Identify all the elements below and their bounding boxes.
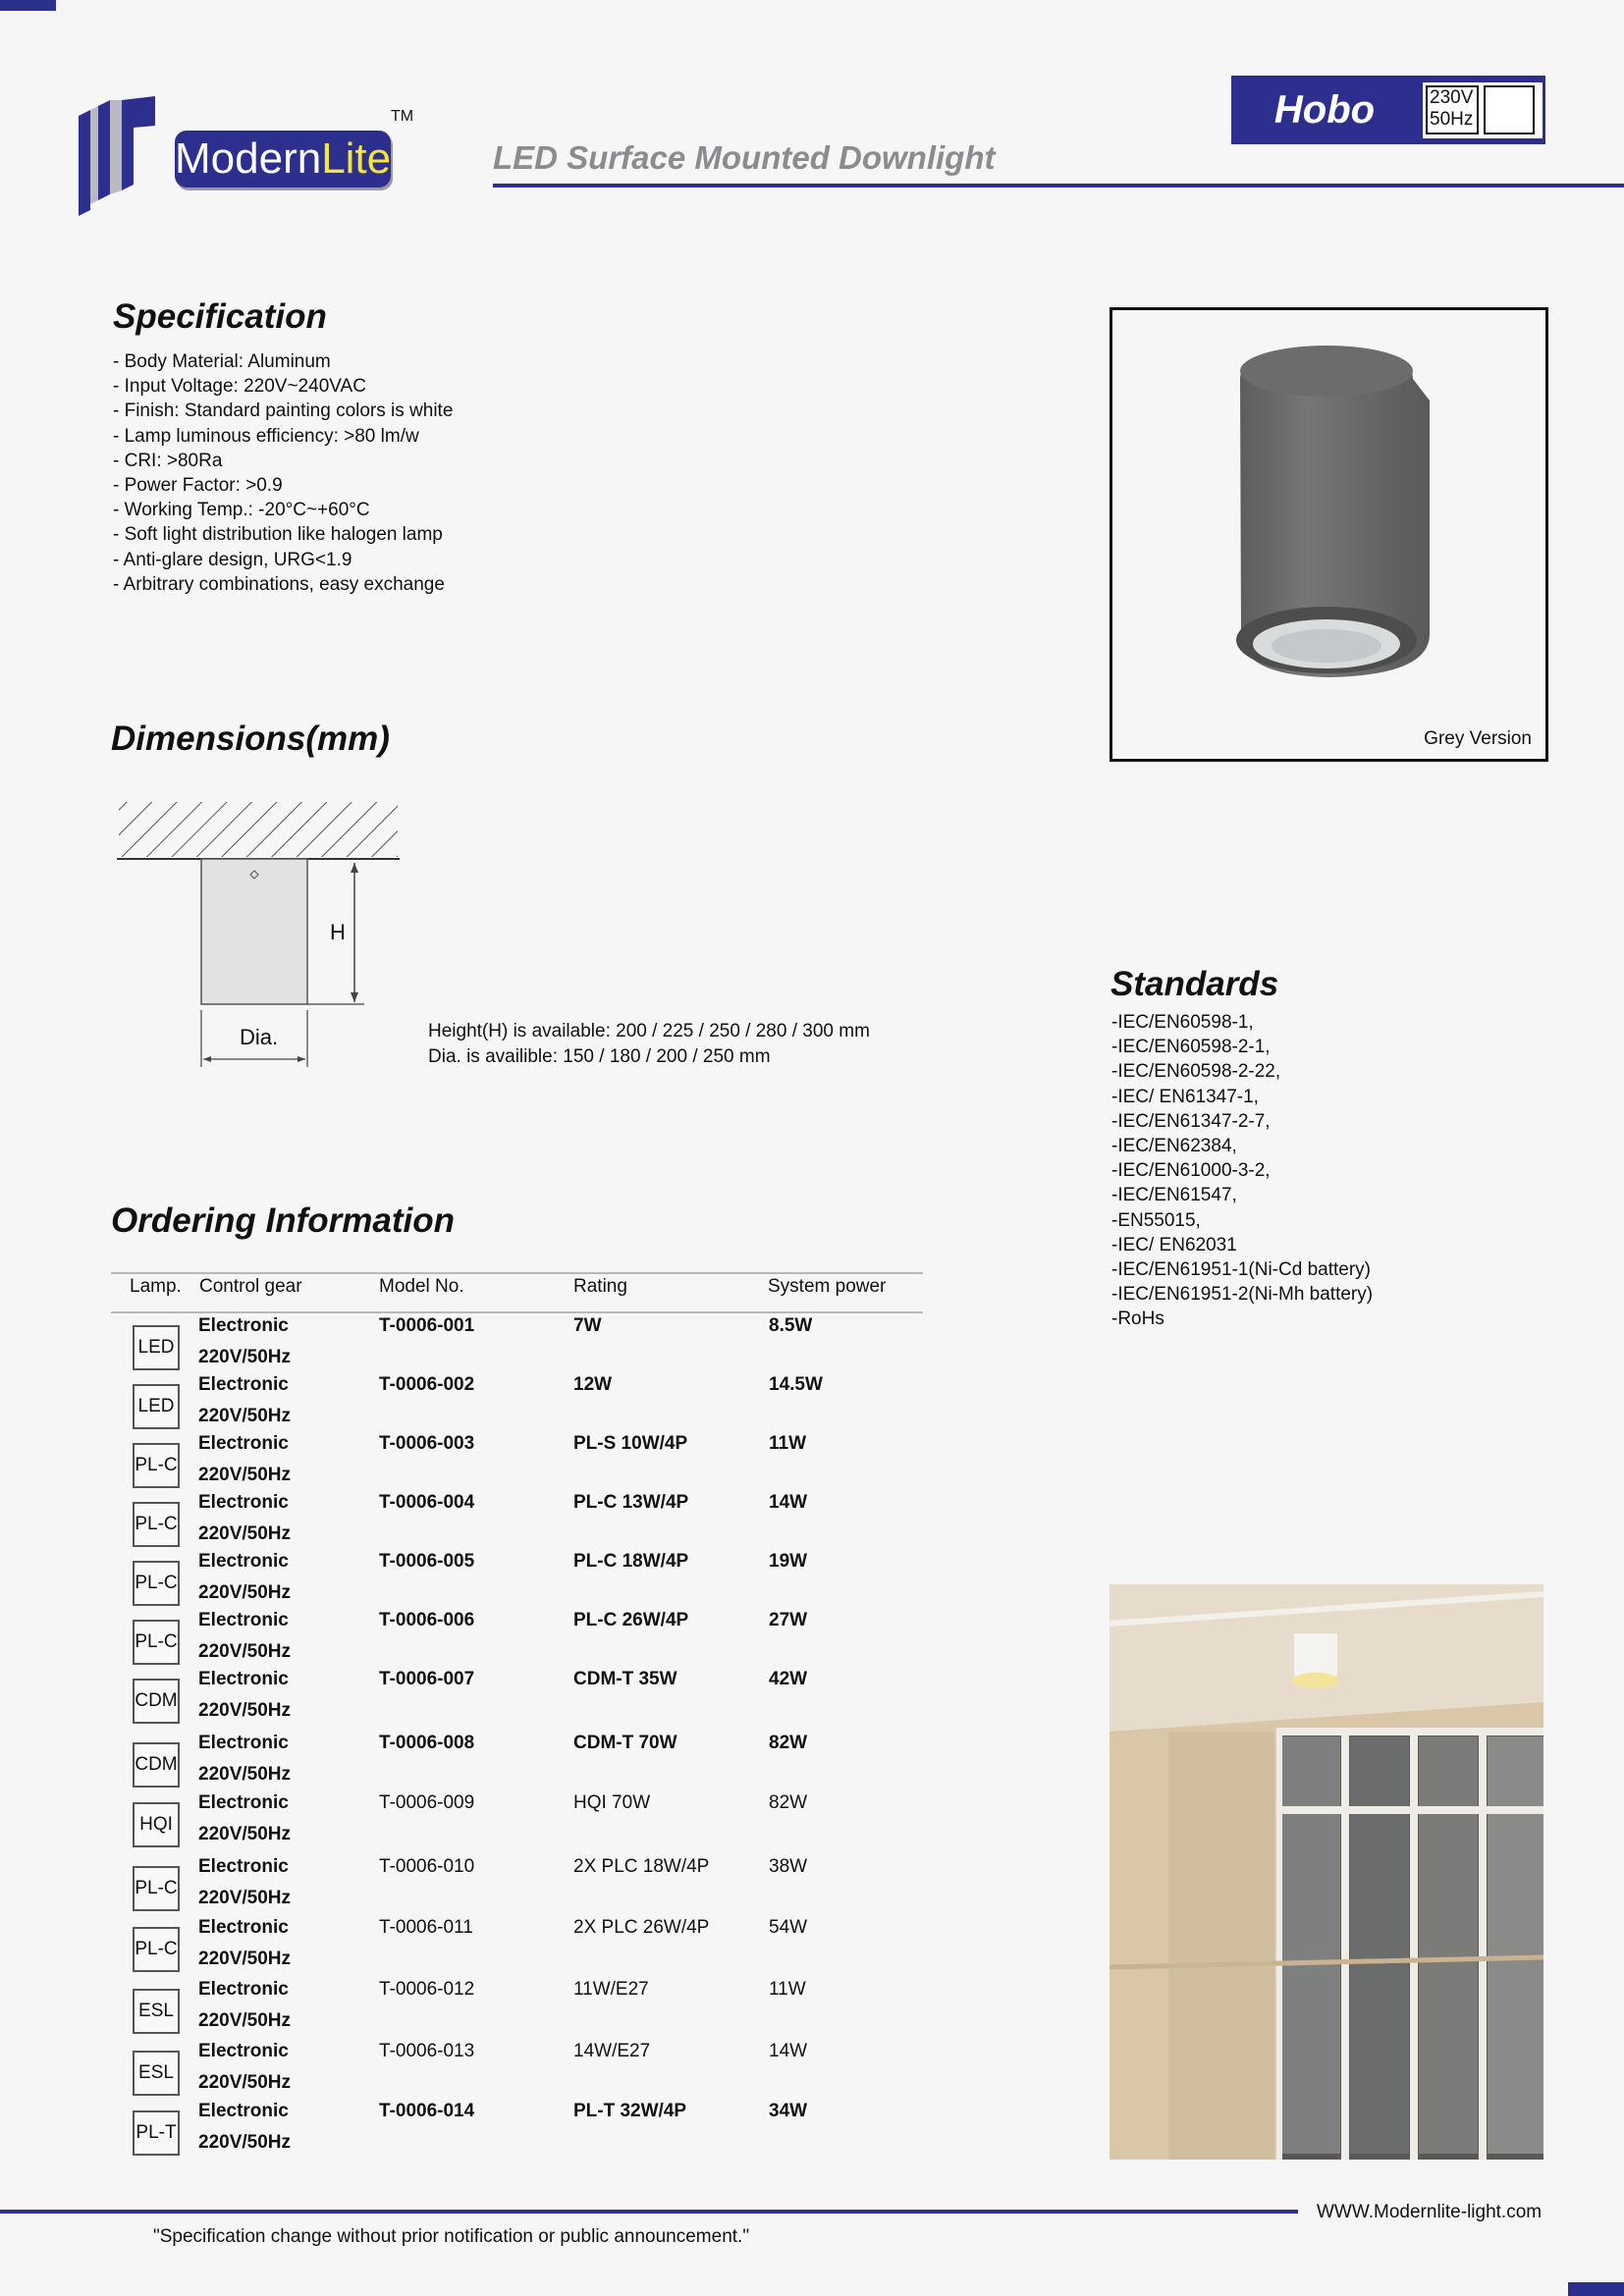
corner-accent-top (0, 0, 56, 11)
model-number: T-0006-010 (379, 1856, 475, 1877)
header-control-gear: Control gear (199, 1276, 302, 1297)
control-gear-voltage: 220V/50Hz (198, 1347, 292, 1367)
control-gear-voltage: 220V/50Hz (198, 1949, 292, 1969)
spec-item: - Soft light distribution like halogen lamp (113, 524, 443, 546)
downlight-product-icon (1112, 310, 1545, 759)
table-row (111, 1733, 923, 1792)
height-available: Height(H) is available: 200 / 225 / 250 / 280 / 300 mm (428, 1021, 870, 1041)
control-gear-type: Electronic (198, 1733, 289, 1753)
control-gear-voltage: 220V/50Hz (198, 1465, 292, 1485)
control-gear-type: Electronic (198, 1374, 289, 1395)
control-gear-type: Electronic (198, 1979, 289, 2000)
control-gear-voltage: 220V/50Hz (198, 1888, 292, 1908)
table-header (111, 1274, 923, 1315)
lamp-type-box: HQI (133, 1802, 180, 1847)
system-power-value: 27W (769, 1610, 808, 1630)
trademark-mark: TM (391, 108, 414, 125)
product-subtitle: LED Surface Mounted Downlight (493, 139, 996, 176)
control-gear-type: Electronic (198, 1792, 289, 1813)
control-gear-voltage: 220V/50Hz (198, 1764, 292, 1785)
control-gear-type: Electronic (198, 1551, 289, 1572)
product-name: Hobo (1273, 88, 1376, 132)
model-number: T-0006-011 (379, 1917, 473, 1938)
standard-item: -IEC/ EN61347-1, (1111, 1086, 1259, 1107)
standard-item: -IEC/ EN62031 (1111, 1234, 1237, 1255)
dia-available: Dia. is availible: 150 / 180 / 200 / 250 mm (428, 1046, 771, 1067)
system-power-value: 82W (769, 1733, 808, 1753)
spec-item: - Anti-glare design, URG<1.9 (113, 549, 352, 570)
standard-item: -IEC/EN60598-2-1, (1111, 1037, 1271, 1058)
rating-value: CDM-T 35W (573, 1669, 677, 1689)
rating-value: PL-C 18W/4P (573, 1551, 689, 1572)
voltage-label: 230V 50Hz (1426, 85, 1479, 134)
lamp-type-box: ESL (133, 1989, 180, 2034)
control-gear-type: Electronic (198, 1669, 289, 1689)
system-power-value: 8.5W (769, 1315, 813, 1336)
rating-value: 2X PLC 18W/4P (573, 1856, 710, 1877)
system-power-value: 34W (769, 2101, 808, 2121)
rating-value: 2X PLC 26W/4P (573, 1917, 710, 1938)
control-gear-voltage: 220V/50Hz (198, 2010, 292, 2031)
control-gear-voltage: 220V/50Hz (198, 1641, 292, 1662)
table-row (111, 1669, 923, 1733)
standard-item: -IEC/EN61000-3-2, (1111, 1160, 1271, 1182)
spec-item: - Input Voltage: 220V~240VAC (113, 376, 366, 398)
photo-caption: Grey Version (1424, 728, 1532, 749)
model-number: T-0006-002 (379, 1374, 475, 1395)
standard-item: -IEC/EN61547, (1111, 1185, 1237, 1206)
control-gear-voltage: 220V/50Hz (198, 2132, 292, 2153)
system-power-value: 11W (769, 1433, 807, 1454)
model-number: T-0006-003 (379, 1433, 475, 1454)
rating-value: PL-C 26W/4P (573, 1610, 689, 1630)
model-number: T-0006-012 (379, 1979, 475, 2000)
rating-value: 14W/E27 (573, 2041, 651, 2061)
footer-divider (0, 2210, 1298, 2214)
spec-item: - Finish: Standard painting colors is white (113, 400, 454, 422)
control-gear-type: Electronic (198, 2041, 289, 2061)
spec-item: - CRI: >80Ra (113, 450, 223, 471)
control-gear-type: Electronic (198, 2101, 289, 2121)
table-row (111, 2101, 923, 2164)
table-row (111, 1979, 923, 2041)
table-row (111, 1856, 923, 1917)
lamp-type-box: ESL (133, 2051, 180, 2096)
table-row (111, 2041, 923, 2101)
control-gear-voltage: 220V/50Hz (198, 1700, 292, 1721)
model-number: T-0006-014 (379, 2101, 475, 2121)
control-gear-voltage: 220V/50Hz (198, 1582, 292, 1603)
system-power-value: 54W (769, 1917, 808, 1938)
table-row (111, 1374, 923, 1433)
website-link[interactable]: WWW.Modernlite-light.com (1317, 2202, 1543, 2222)
control-gear-voltage: 220V/50Hz (198, 1824, 292, 1844)
table-row (111, 1792, 923, 1856)
rating-value: PL-T 32W/4P (573, 2101, 687, 2121)
header-model: Model No. (379, 1276, 464, 1297)
spec-item: - Power Factor: >0.9 (113, 475, 283, 497)
lamp-type-box: CDM (133, 1679, 180, 1724)
header-system-power: System power (768, 1276, 887, 1297)
lamp-type-box: PL-C (133, 1927, 180, 1972)
model-number: T-0006-005 (379, 1551, 475, 1572)
system-power-value: 42W (769, 1669, 808, 1689)
system-power-value: 11W (769, 1979, 806, 2000)
model-number: T-0006-008 (379, 1733, 475, 1753)
model-number: T-0006-001 (379, 1315, 475, 1336)
system-power-value: 14W (769, 2041, 808, 2061)
logo-wordmark: ModernLite (175, 131, 391, 187)
standard-item: -IEC/EN61951-2(Ni-Mh battery) (1111, 1284, 1374, 1306)
rating-value: PL-S 10W/4P (573, 1433, 688, 1454)
table-row (111, 1433, 923, 1492)
system-power-value: 14W (769, 1492, 808, 1513)
control-gear-voltage: 220V/50Hz (198, 2072, 292, 2093)
standard-item: -IEC/EN62384, (1111, 1136, 1237, 1157)
table-row (111, 1917, 923, 1979)
lamp-type-box: PL-C (133, 1502, 180, 1547)
table-body (111, 1313, 923, 2164)
lamp-type-box: PL-C (133, 1620, 180, 1665)
rating-value: 7W (573, 1315, 602, 1336)
standard-item: -EN55015, (1111, 1209, 1201, 1231)
control-gear-voltage: 220V/50Hz (198, 1406, 292, 1426)
standards-title: Standards (1110, 965, 1279, 1003)
dimensions-title: Dimensions(mm) (111, 720, 390, 758)
rating-value: CDM-T 70W (573, 1733, 677, 1753)
system-power-value: 82W (769, 1792, 808, 1813)
specification-title: Specification (113, 297, 327, 336)
standard-item: -IEC/EN60598-2-22, (1111, 1061, 1281, 1083)
table-row (111, 1315, 923, 1374)
dimension-h-label: H (330, 920, 346, 944)
table-row (111, 1610, 923, 1669)
lamp-type-box: LED (133, 1325, 180, 1370)
system-power-value: 19W (769, 1551, 808, 1572)
spec-item: - Lamp luminous efficiency: >80 lm/w (113, 425, 419, 447)
model-number: T-0006-007 (379, 1669, 475, 1689)
specification-list (113, 349, 453, 597)
spec-item: - Working Temp.: -20°C~+60°C (113, 500, 370, 521)
dimension-text (428, 1019, 870, 1070)
rating-value: HQI 70W (573, 1792, 651, 1813)
dimension-dia-label: Dia. (240, 1025, 279, 1049)
system-power-value: 38W (769, 1856, 808, 1877)
spec-item: - Body Material: Aluminum (113, 351, 331, 372)
control-gear-type: Electronic (198, 1917, 289, 1938)
installation-photo (1110, 1584, 1543, 2160)
lamp-type-box: PL-T (133, 2110, 180, 2156)
footer-note: "Specification change without prior notification or public announcement." (153, 2226, 750, 2247)
control-gear-type: Electronic (198, 1433, 289, 1454)
rating-value: PL-C 13W/4P (573, 1492, 689, 1513)
rating-value: 11W/E27 (573, 1979, 649, 2000)
model-number: T-0006-006 (379, 1610, 475, 1630)
table-row (111, 1492, 923, 1551)
control-gear-type: Electronic (198, 1856, 289, 1877)
product-photo-frame (1110, 307, 1548, 762)
standard-item: -IEC/EN61951-1(Ni-Cd battery) (1111, 1259, 1371, 1281)
lamp-type-box: PL-C (133, 1443, 180, 1488)
table-row (111, 1551, 923, 1610)
lamp-type-box: PL-C (133, 1561, 180, 1606)
spec-item: - Arbitrary combinations, easy exchange (113, 573, 445, 595)
lamp-type-box: LED (133, 1384, 180, 1429)
standards-list (1111, 1010, 1373, 1332)
standard-item: -IEC/EN60598-1, (1111, 1012, 1254, 1033)
header-divider (493, 184, 1624, 187)
model-number: T-0006-013 (379, 2041, 475, 2061)
corner-accent-bottom (1568, 2282, 1624, 2296)
control-gear-type: Electronic (198, 1492, 289, 1513)
system-power-value: 14.5W (769, 1374, 823, 1395)
model-number: T-0006-004 (379, 1492, 475, 1513)
header-rating: Rating (573, 1276, 627, 1297)
model-number: T-0006-009 (379, 1792, 475, 1813)
standard-item: -IEC/EN61347-2-7, (1111, 1110, 1271, 1132)
control-gear-type: Electronic (198, 1610, 289, 1630)
lamp-type-box: PL-C (133, 1866, 180, 1911)
badge-empty-box (1484, 85, 1535, 134)
control-gear-type: Electronic (198, 1315, 289, 1336)
control-gear-voltage: 220V/50Hz (198, 1523, 292, 1544)
standard-item: -RoHs (1111, 1308, 1164, 1330)
lamp-type-box: CDM (133, 1742, 180, 1788)
header-lamp: Lamp. (130, 1276, 182, 1297)
rating-value: 12W (573, 1374, 613, 1395)
ordering-table (111, 1272, 923, 2164)
ordering-title: Ordering Information (111, 1201, 455, 1240)
